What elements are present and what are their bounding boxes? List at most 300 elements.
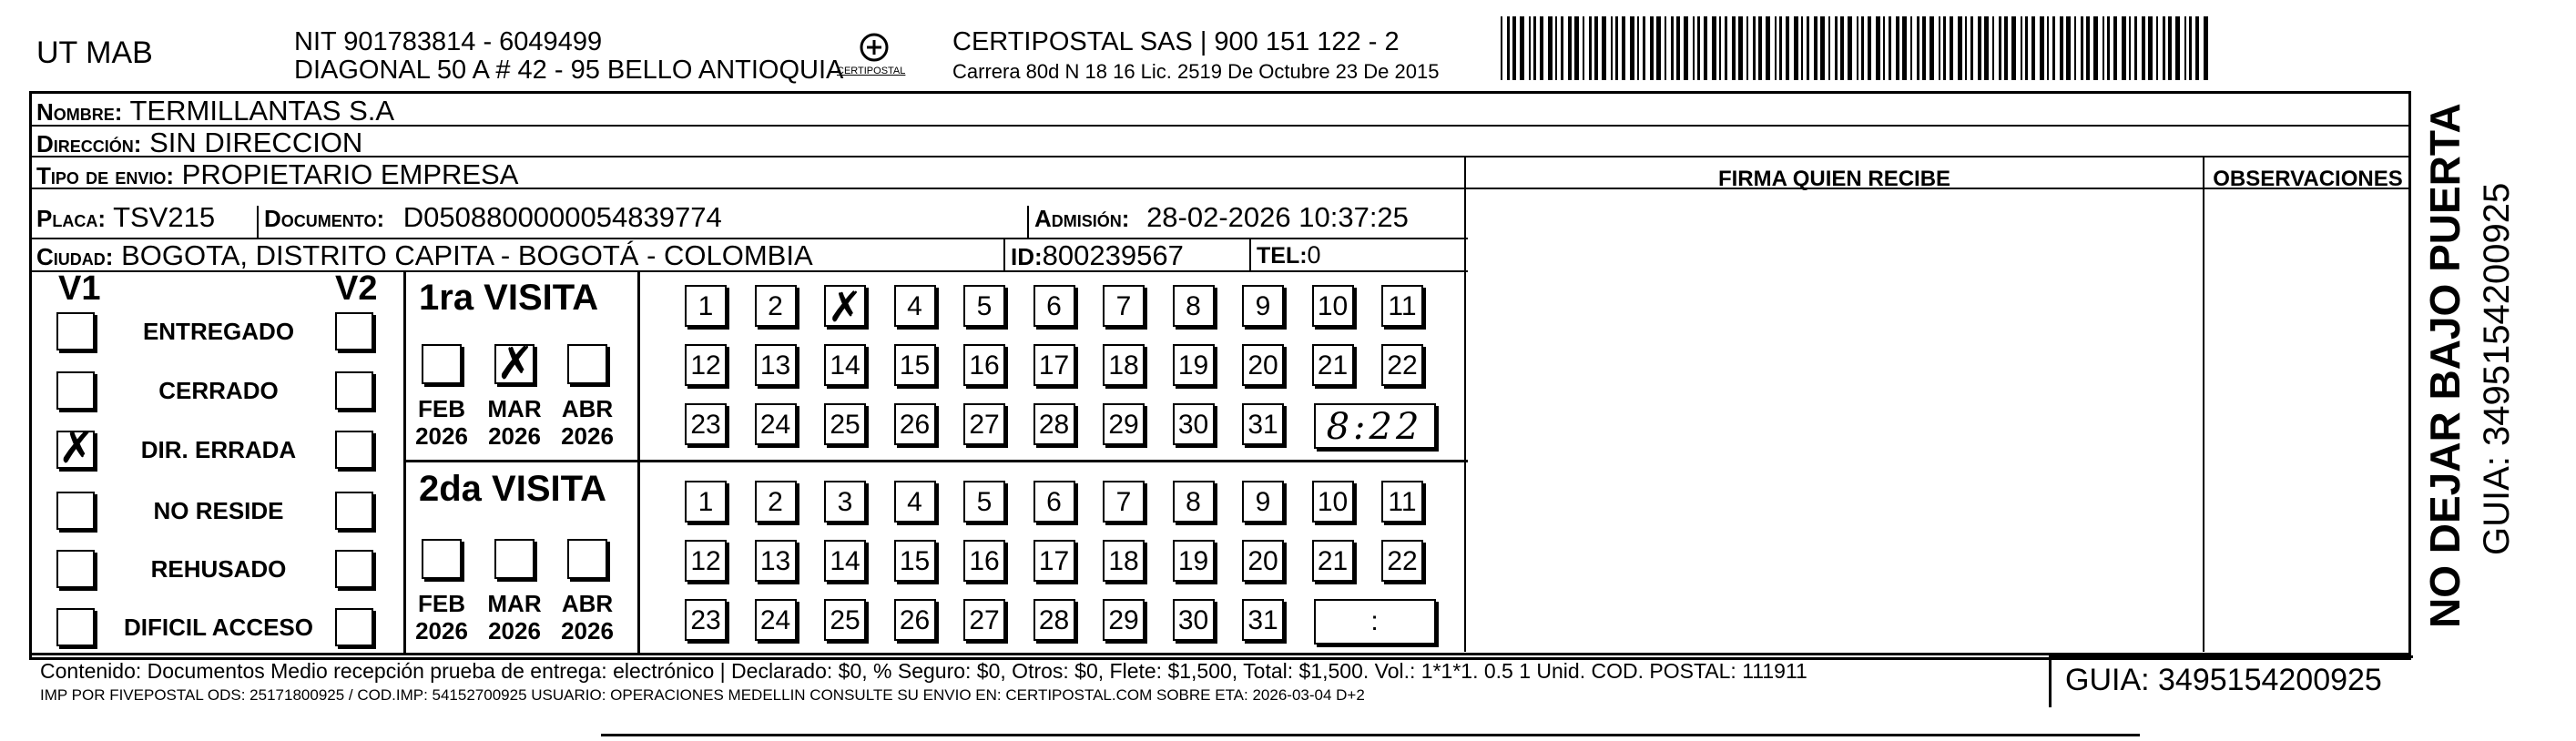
direccion-value: SIN DIRECCION: [149, 127, 363, 158]
barcode-bar: [1929, 16, 1934, 80]
status-option-label: ENTREGADO: [142, 318, 295, 345]
visit2-time-value: :: [1370, 606, 1379, 636]
visit2-day-10[interactable]: [1312, 481, 1354, 523]
visit1-day-23[interactable]: [685, 403, 727, 445]
ciudad-label: Ciudad:: [36, 243, 114, 270]
barcode-bar: [1828, 16, 1830, 80]
v2-checkbox[interactable]: [335, 312, 373, 350]
barcode-bar: [2074, 16, 2076, 80]
barcode-bar: [2122, 16, 2126, 80]
barcode-bar: [2148, 16, 2153, 80]
day-number: 26: [899, 605, 931, 635]
day-number: 4: [907, 291, 922, 321]
barcode-bar: [1835, 16, 1838, 80]
day-number: 3: [837, 487, 853, 517]
barcode-bar: [1712, 16, 1716, 80]
month-year: 2026: [415, 422, 468, 450]
barcode-bar: [1820, 16, 1825, 80]
barcode-bar: [2040, 16, 2044, 80]
tel-value: 0: [1307, 241, 1321, 269]
visit1-day-13[interactable]: [755, 344, 797, 386]
barcode-bar: [2195, 16, 2199, 80]
barcode-bar: [2052, 16, 2055, 80]
visit1-day-8[interactable]: [1173, 285, 1215, 327]
carrier-name: CERTIPOSTAL SAS | 900 151 122 - 2: [952, 27, 1400, 56]
status-option-label: NO RESIDE: [153, 497, 284, 524]
visit2-day-26[interactable]: [894, 599, 936, 641]
barcode-bar: [2113, 16, 2117, 80]
logo-text: CERTIPOSTAL: [837, 66, 906, 76]
barcode-bar: [1992, 16, 1994, 80]
barcode-bar: [2189, 16, 2192, 80]
visit1-day-16[interactable]: [963, 344, 1005, 386]
visit2-day-2[interactable]: [755, 481, 797, 523]
barcode-bar: [2163, 16, 2165, 80]
visit1-day-9[interactable]: [1242, 285, 1284, 327]
barcode-bar: [1958, 16, 1962, 80]
visit1-day-14[interactable]: [824, 344, 866, 386]
barcode-bar: [1758, 16, 1762, 80]
visit2-day-21[interactable]: [1312, 540, 1354, 582]
barcode-bar: [2021, 16, 2022, 80]
day-number: 11: [1388, 291, 1417, 321]
barcode-bar: [1501, 16, 1502, 80]
barcode-bar: [1719, 16, 1721, 80]
firma-header: FIRMA QUIEN RECIBE: [1717, 167, 1951, 191]
visit1-day-24[interactable]: [755, 403, 797, 445]
day-number: 12: [690, 546, 721, 576]
day-number: 29: [1108, 410, 1139, 440]
visit2-day-24[interactable]: [755, 599, 797, 641]
visit2-day-11[interactable]: [1381, 481, 1423, 523]
company-name: UT MAB: [36, 36, 153, 70]
placa-row: [36, 201, 215, 234]
visit1-day-19[interactable]: [1173, 344, 1215, 386]
visit1-day-18[interactable]: [1103, 344, 1145, 386]
day-number: 11: [1388, 487, 1417, 517]
visit1-time-box[interactable]: [1314, 403, 1436, 449]
tel-label: TEL:: [1257, 243, 1308, 269]
visit2-month-label: [409, 590, 474, 645]
barcode-bar: [1637, 16, 1639, 80]
visit1-day-6[interactable]: [1033, 285, 1075, 327]
barcode-bar: [1725, 16, 1727, 80]
nombre-row: [36, 95, 394, 127]
barcode-bar: [1868, 16, 1871, 80]
visit1-day-22[interactable]: [1381, 344, 1423, 386]
day-number: 5: [976, 291, 993, 321]
barcode-bar: [1520, 16, 1524, 80]
visit1-day-1[interactable]: [685, 285, 727, 327]
visit2-day-5[interactable]: [963, 481, 1005, 523]
visit2-day-22[interactable]: [1381, 540, 1423, 582]
barcode-bar: [2086, 16, 2090, 80]
barcode-bar: [1970, 16, 1973, 80]
barcode-bar: [1978, 16, 1981, 80]
barcode-bar: [1775, 16, 1777, 80]
visit2-day-29[interactable]: [1103, 599, 1145, 641]
day-number: 25: [830, 605, 860, 635]
barcode-bar: [1917, 16, 1919, 80]
status-option-label: CERRADO: [158, 377, 279, 404]
month-year: 2026: [488, 617, 541, 645]
day-number: 15: [899, 350, 931, 381]
day-number: 30: [1177, 605, 1209, 635]
visit2-day-27[interactable]: [963, 599, 1005, 641]
visit1-day-15[interactable]: [894, 344, 936, 386]
day-number: 1: [697, 291, 714, 321]
day-number: 23: [690, 605, 721, 635]
visit2-day-30[interactable]: [1173, 599, 1215, 641]
day-number: 13: [759, 350, 791, 381]
visit2-day-28[interactable]: [1033, 599, 1075, 641]
v2-checkbox[interactable]: [335, 492, 373, 530]
day-number: 26: [899, 410, 931, 440]
barcode-bar: [1939, 16, 1940, 80]
visit1-day-10[interactable]: [1312, 285, 1354, 327]
visit1-day-25[interactable]: [824, 403, 866, 445]
barcode-bar: [1786, 16, 1789, 80]
day-number: 16: [969, 546, 1000, 576]
side-warning: NO DEJAR BAJO PUERTA: [2421, 103, 2469, 628]
day-number: 25: [830, 410, 860, 440]
visit1-month-checkbox[interactable]: [494, 338, 535, 389]
v1-checkbox[interactable]: [56, 608, 95, 646]
day-number: 6: [1046, 291, 1062, 321]
nombre-label: Nombre:: [36, 98, 123, 126]
barcode-bar: [1794, 16, 1798, 80]
barcode-bar: [2103, 16, 2104, 80]
visit2-day-6[interactable]: [1033, 481, 1075, 523]
visit1-day-29[interactable]: [1103, 403, 1145, 445]
barcode-bar: [2107, 16, 2110, 80]
barcode-bar: [1589, 16, 1592, 80]
barcode-bar: [1594, 16, 1598, 80]
barcode-bar: [2031, 16, 2035, 80]
barcode-bar: [1704, 16, 1707, 80]
barcode-bar: [2093, 16, 2098, 80]
visit2-day-12[interactable]: [685, 540, 727, 582]
day-number: 9: [1255, 291, 1271, 321]
month-name: MAR: [487, 395, 542, 422]
barcode-bar: [1697, 16, 1700, 80]
ciudad-value: BOGOTA, DISTRITO CAPITA - BOGOTÁ - COLOMBIA: [121, 239, 813, 271]
firma-field[interactable]: [1468, 189, 2201, 652]
admision-row: [1034, 201, 1409, 234]
barcode-bar: [1922, 16, 1926, 80]
visit1-day-26[interactable]: [894, 403, 936, 445]
v1-checkbox[interactable]: [56, 550, 95, 588]
id-value: 800239567: [1042, 239, 1184, 271]
visit2-day-17[interactable]: [1033, 540, 1075, 582]
day-number: 1: [697, 487, 714, 517]
visit2-day-16[interactable]: [963, 540, 1005, 582]
month-name: ABR: [561, 590, 614, 617]
visit2-day-25[interactable]: [824, 599, 866, 641]
day-number: 18: [1108, 546, 1139, 576]
visit1-day-7[interactable]: [1103, 285, 1145, 327]
barcode-bar: [1753, 16, 1756, 80]
barcode-bar: [2047, 16, 2049, 80]
barcode-bar: [1807, 16, 1809, 80]
status-option-label: DIR. ERRADA: [140, 436, 297, 463]
visit1-day-12[interactable]: [685, 344, 727, 386]
barcode-bar: [1943, 16, 1946, 80]
day-number: 31: [1247, 605, 1278, 635]
visit1-day-28[interactable]: [1033, 403, 1075, 445]
visit1-day-3[interactable]: [824, 283, 866, 330]
month-name: FEB: [418, 590, 465, 617]
visit2-day-23[interactable]: [685, 599, 727, 641]
day-number: 28: [1038, 410, 1070, 440]
visit1-day-2[interactable]: [755, 285, 797, 327]
footer-guia: GUIA: 3495154200925: [2065, 663, 2382, 697]
visit1-day-27[interactable]: [963, 403, 1005, 445]
v1-checkbox[interactable]: [56, 424, 96, 472]
barcode-bar: [2175, 16, 2180, 80]
month-year: 2026: [561, 617, 614, 645]
placa-label: Placa:: [36, 205, 106, 232]
barcode-bar: [1814, 16, 1817, 80]
nombre-value: TERMILLANTAS S.A: [129, 95, 395, 127]
visit1-month-label: [482, 395, 547, 450]
day-number: 24: [759, 410, 791, 440]
barcode-bar: [1615, 16, 1618, 80]
day-number: 15: [899, 546, 931, 576]
observaciones-field[interactable]: [2206, 189, 2409, 652]
barcode-bar: [1896, 16, 1899, 80]
barcode-bar: [2134, 16, 2137, 80]
barcode-bar: [1984, 16, 1989, 80]
month-name: MAR: [487, 590, 542, 617]
placa-value: TSV215: [113, 201, 216, 233]
day-number: 18: [1108, 350, 1139, 381]
barcode-bar: [1671, 16, 1674, 80]
direccion-row: [36, 127, 362, 159]
check-mark-icon: ✗: [496, 338, 535, 389]
barcode-bar: [1540, 16, 1543, 80]
barcode-bar: [1561, 16, 1563, 80]
v2-checkbox[interactable]: [335, 431, 373, 469]
visit2-month-checkbox[interactable]: [494, 539, 535, 579]
barcode-bar: [1684, 16, 1688, 80]
day-number: 9: [1255, 487, 1271, 517]
v2-checkbox[interactable]: [335, 608, 373, 646]
v2-checkbox[interactable]: [335, 550, 373, 588]
visit2-day-1[interactable]: [685, 481, 727, 523]
admision-label: Admisión:: [1034, 205, 1130, 232]
observaciones-header: OBSERVACIONES: [2213, 167, 2403, 191]
company-nit: NIT 901783814 - 6049499: [294, 27, 603, 56]
id-row: [1011, 239, 1184, 272]
barcode-bar: [1738, 16, 1743, 80]
day-number: 23: [690, 410, 721, 440]
visit1-day-5[interactable]: [963, 285, 1005, 327]
barcode-bar: [2142, 16, 2145, 80]
visit2-day-31[interactable]: [1242, 599, 1284, 641]
barcode-bar: [1861, 16, 1864, 80]
barcode-bar: [1857, 16, 1858, 80]
day-number: 17: [1038, 546, 1070, 576]
visit1-day-21[interactable]: [1312, 344, 1354, 386]
barcode-bar: [1732, 16, 1736, 80]
v1-checkbox[interactable]: [56, 371, 95, 410]
documento-label: Documento:: [264, 205, 385, 232]
barcode-bar: [1910, 16, 1912, 80]
day-number: 5: [976, 487, 993, 517]
v1-checkbox[interactable]: [56, 492, 95, 530]
day-number: 4: [907, 487, 922, 517]
month-name: FEB: [418, 395, 465, 422]
day-number: 13: [759, 546, 791, 576]
day-number: 19: [1177, 350, 1209, 381]
visit1-month-label: [409, 395, 474, 450]
visit1-month-checkbox[interactable]: [567, 344, 607, 384]
v2-label: V2: [335, 269, 378, 308]
barcode-bar: [1507, 16, 1510, 80]
v1-label: V1: [58, 269, 101, 308]
side-guia: GUIA: 3495154200925: [2477, 182, 2517, 555]
day-number: 2: [768, 291, 783, 321]
barcode-bar: [1512, 16, 1516, 80]
barcode-bar: [2168, 16, 2172, 80]
admision-value: 28-02-2026 10:37:25: [1146, 201, 1409, 233]
barcode-bar: [1801, 16, 1803, 80]
visit2-day-15[interactable]: [894, 540, 936, 582]
barcode-bar: [1876, 16, 1880, 80]
visit2-day-18[interactable]: [1103, 540, 1145, 582]
day-number: 12: [690, 350, 721, 381]
visit2-day-19[interactable]: [1173, 540, 1215, 582]
visit2-day-8[interactable]: [1173, 481, 1215, 523]
visit1-month-label: [555, 395, 620, 450]
barcode-bar: [1533, 16, 1536, 80]
visit2-day-7[interactable]: [1103, 481, 1145, 523]
barcode: [1501, 16, 2211, 80]
tipo-row: [36, 158, 518, 191]
visit1-day-11[interactable]: [1381, 285, 1423, 327]
visit1-day-4[interactable]: [894, 285, 936, 327]
barcode-bar: [1548, 16, 1553, 80]
barcode-bar: [1630, 16, 1634, 80]
barcode-bar: [1611, 16, 1613, 80]
barcode-bar: [1965, 16, 1967, 80]
certipostal-logo: [833, 27, 915, 82]
footer-contenido: Contenido: Documentos Medio recepción prueba de entrega: electrónico | Declarado: $0, % Seguro: $0, Otros: $0, Flete: $1,500, Total: $1,500. Vol.: 1*1*1. 0.5 1 Unid. COD. POSTAL: 111911: [40, 659, 1807, 683]
visit2-month-checkbox[interactable]: [567, 539, 607, 579]
barcode-bar: [1656, 16, 1661, 80]
barcode-bar: [1650, 16, 1654, 80]
visit2-month-label: [482, 590, 547, 645]
visit1-day-20[interactable]: [1242, 344, 1284, 386]
day-number: 29: [1108, 605, 1139, 635]
barcode-bar: [1602, 16, 1606, 80]
check-mark-icon: ✗: [58, 424, 96, 472]
day-number: 30: [1177, 410, 1209, 440]
check-mark-icon: ✗: [827, 283, 863, 330]
day-number: 28: [1038, 605, 1070, 635]
barcode-bar: [1574, 16, 1579, 80]
status-option-label: REHUSADO: [150, 555, 287, 583]
barcode-bar: [1555, 16, 1557, 80]
status-option-label: DIFICIL ACCESO: [123, 614, 313, 641]
barcode-bar: [1746, 16, 1748, 80]
visit2-time-box[interactable]: [1314, 599, 1436, 645]
day-number: 7: [1115, 291, 1132, 321]
barcode-bar: [1999, 16, 2001, 80]
v1-checkbox[interactable]: [56, 312, 95, 350]
barcode-bar: [1950, 16, 1953, 80]
visit2-day-13[interactable]: [755, 540, 797, 582]
day-number: 22: [1387, 546, 1418, 576]
barcode-bar: [2204, 16, 2208, 80]
barcode-bar: [1779, 16, 1782, 80]
day-number: 10: [1317, 291, 1349, 321]
visit2-day-9[interactable]: [1242, 481, 1284, 523]
carrier-address: Carrera 80d N 18 16 Lic. 2519 De Octubre 23 De 2015: [952, 60, 1440, 83]
visit2-month-checkbox[interactable]: [422, 539, 462, 579]
barcode-bar: [2156, 16, 2158, 80]
day-number: 24: [759, 605, 791, 635]
day-number: 8: [1186, 291, 1201, 321]
visit1-day-31[interactable]: [1242, 403, 1284, 445]
barcode-bar: [1902, 16, 1907, 80]
tipo-label: Tipo de envio:: [36, 162, 175, 189]
visit2-day-4[interactable]: [894, 481, 936, 523]
v2-checkbox[interactable]: [335, 371, 373, 410]
tipo-value: PROPIETARIO EMPRESA: [181, 158, 519, 190]
day-number: 6: [1046, 487, 1062, 517]
barcode-bar: [2184, 16, 2186, 80]
barcode-bar: [1568, 16, 1572, 80]
day-number: 7: [1115, 487, 1132, 517]
day-number: 21: [1317, 350, 1349, 381]
barcode-bar: [1840, 16, 1844, 80]
direccion-label: Dirección:: [36, 130, 142, 157]
day-number: 27: [969, 410, 1000, 440]
day-number: 14: [830, 546, 860, 576]
barcode-bar: [1766, 16, 1770, 80]
company-address: DIAGONAL 50 A # 42 - 95 BELLO ANTIOQUIA: [294, 56, 844, 85]
visit2-month-label: [555, 590, 620, 645]
day-number: 20: [1247, 546, 1278, 576]
month-year: 2026: [415, 617, 468, 645]
day-number: 8: [1186, 487, 1201, 517]
day-number: 22: [1387, 350, 1418, 381]
visit1-day-17[interactable]: [1033, 344, 1075, 386]
barcode-bar: [1883, 16, 1885, 80]
barcode-bar: [1693, 16, 1695, 80]
visit1-month-checkbox[interactable]: [422, 344, 462, 384]
ciudad-row: [36, 239, 813, 272]
day-number: 27: [969, 605, 1000, 635]
visit1-time-value: 8:22: [1326, 406, 1423, 448]
month-year: 2026: [488, 422, 541, 450]
footer-imp: IMP POR FIVEPOSTAL ODS: 25171800925 / COD.IMP: 54152700925 USUARIO: OPERACIONES MEDELLIN CONSULTE SU ENVIO EN: CERTIPOSTAL.COM SOBRE ETA: 2026-03-04 D+2: [40, 686, 1365, 704]
visit2-day-20[interactable]: [1242, 540, 1284, 582]
tel-row: [1257, 241, 1321, 269]
barcode-bar: [1622, 16, 1625, 80]
visit2-day-3[interactable]: [824, 481, 866, 523]
month-year: 2026: [561, 422, 614, 450]
day-number: 16: [969, 350, 1000, 381]
visit2-day-14[interactable]: [824, 540, 866, 582]
day-number: 20: [1247, 350, 1278, 381]
barcode-bar: [2025, 16, 2028, 80]
visit1-title: 1ra VISITA: [419, 278, 599, 318]
visit1-day-30[interactable]: [1173, 403, 1215, 445]
month-name: ABR: [561, 395, 614, 422]
